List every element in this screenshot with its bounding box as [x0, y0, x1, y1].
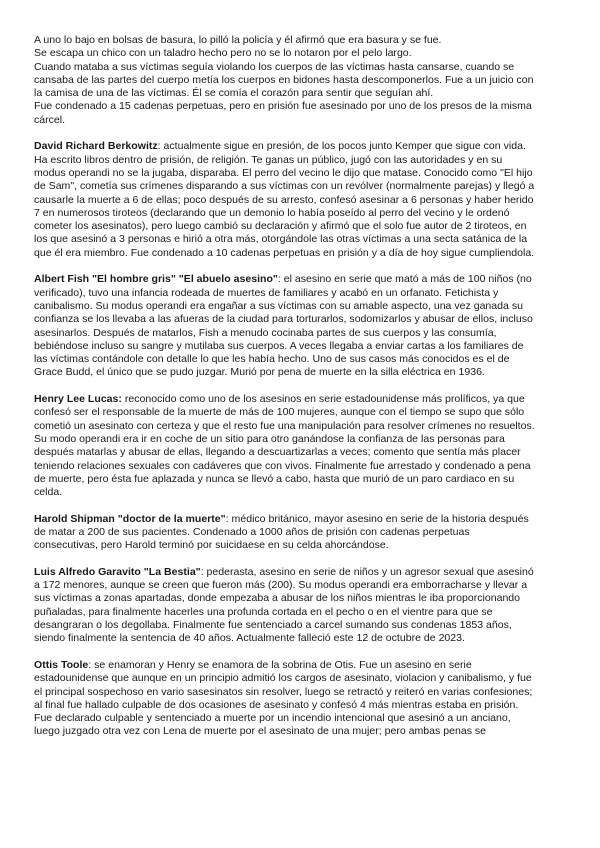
text-line: el principal sospechoso en vario sasesinatos sin resolver, luego se retractó y reiteró en varias confesiones;: [34, 685, 533, 698]
text-line: después matarlas y abusar de ellas, llegando a descuartizarlas a veces; comento que sentía más placer: [34, 446, 521, 459]
text-line: Grace Budd, el único que se pudo juzgar. Murió por pena de muerte en la silla eléctrica en 1936.: [34, 366, 485, 379]
text-line: confesó ser el responsable de la muerte de más de 100 mujeres, aunque con el tiempo se supo que sólo: [34, 406, 525, 419]
text-line: siendo finalmente la sentencia de 40 años. Actualmente falleció este 12 de octubre de 2023.: [34, 632, 465, 645]
text-line: de muerte, pero ésta fue aplazada y nunca se llevó a cabo, hasta que murió de un paro cardiaco en su: [34, 472, 515, 485]
text-line: luego juzgado otra vez con Lena de muerte por el asesinato de una mujer; pero ambas penas se: [34, 725, 487, 738]
text-line: desangraran o los degollaba. Finalmente fue sentenciado a carcel sumando sus condenas 1853 años,: [34, 619, 512, 632]
text-line: cometió un asesinato con certeza y que el resto fue una manipulación para resolver crímenes no resueltos.: [34, 419, 535, 432]
entry-henry-lee-lucas: [34, 393, 569, 499]
text-line: canibalismo. Su modus operandi era engañar a sus víctimas con su amable aspecto, una vez ganada su: [34, 299, 523, 312]
entry-luis-garavito: [34, 566, 569, 646]
text-line: verificado), tuvo una infancia rodeada de muertes de familiares y acabó en un orfanato. Fetichista y: [34, 286, 499, 299]
entry-heading: Luis Alfredo Garavito "La Bestia": [34, 565, 201, 578]
text-line: la camisa de una de las víctimas. Él se comía el corazón para sentir que seguían ahí.: [34, 87, 434, 100]
entry-heading: Harold Shipman "doctor de la muerte": [34, 512, 226, 525]
text-line: que él era miembro. Fue condenado a 10 cadenas perpetuas en prisión y a día de hoy sigue cumpliendola.: [34, 246, 535, 259]
text-line: celda.: [34, 486, 63, 499]
text-line: 7 en numerosos tiroteos (declarando que un demonio lo había poseído al perro del vecino y le ordenó: [34, 206, 510, 219]
intro-paragraph: [34, 34, 569, 127]
entry-berkowitz: [34, 140, 569, 260]
text-line: Fue declarado culpable y sentenciado a muerte por un incendio intencional que asesinó a un anciano,: [34, 712, 511, 725]
text-line: al final fue hallado culpable de dos ocasiones de asesinato y confesó 4 más mientras estaba en prisión.: [34, 698, 519, 711]
text-line: cometer los asesinatos), pero luego cambió su declaración y afirmó que el solo fue autor de 2 tiroteos, en: [34, 220, 527, 233]
text-line: las víctimas contándole con detalle lo que les había hecho. Uno de sus casos más conocidos es el de: [34, 353, 510, 366]
text-line: [34, 566, 569, 579]
text-line: Su modo operandi era ir en coche de un sitio para otro ganándose la confianza de las personas para: [34, 432, 505, 445]
text-line: puñaladas, para finalmente hacerles una profunda cortada en el pecho o en el vientre para que se: [34, 605, 493, 618]
text-line: a 172 menores, aunque se creen que fueron más (200). Su modus operandi era emborracharse y llevar a: [34, 579, 528, 592]
text-line: estadounidense que aunque en un principio admitió los cargos de asesinato, violacion y canibalismo, y fue: [34, 672, 532, 685]
text-line: causarle la muerte a 6 de ellas; poco después de su arresto, confesó asesinar a 6 personas y haber herido: [34, 193, 534, 206]
entry-text: : el asesino en serie que mató a más de 100 niños (no: [277, 273, 532, 286]
entry-text: : actualmente sigue en presión, de los pocos junto Kemper que sigue con vida.: [157, 140, 526, 153]
text-line: bebiéndose incluso su sangre y mutilaba sus cuerpos. A veces llegaba a enviar cartas a los familiares de: [34, 339, 524, 352]
text-line: [34, 393, 569, 406]
text-line: de matar a 200 de sus pacientes. Condenado a 1000 años de prisión con cadenas perpetuas: [34, 525, 470, 538]
text-line: asesinarlos. Después de matarlos, Fish a menudo cocinaba partes de sus cuerpos y las consumía,: [34, 326, 497, 339]
text-line: los que asesinó a 3 personas e hirió a otra más, otorgándole las otras víctimas a una secta satánica de la: [34, 233, 528, 246]
entry-heading: Ottis Toole: [34, 658, 89, 671]
text-line: [34, 140, 569, 153]
text-line: cansaba de las partes del cuerpo metía los cuerpos en bidones hasta descomponerlos. Fue a un juicio con: [34, 73, 534, 86]
text-line: A uno lo bajo en bolsas de basura, lo pilló la policía y él afirmó que era basura y se fue.: [34, 34, 442, 46]
entry-harold-shipman: [34, 513, 569, 553]
text-line: [34, 513, 569, 526]
entry-text: : médico británico, mayor asesino en serie de la historia después: [225, 512, 529, 525]
text-line: Ha escrito libros dentro de prisión, de religión. Te ganas un público, jugó con las autoridades y en su: [34, 153, 503, 166]
text-line: teniendo relaciones sexuales con cadáveres que con vivos. Finalmente fue arrestado y condenado a pena: [34, 459, 531, 472]
entry-text: : pederasta, asesino en serie de niños y un agresor sexual que asesinó: [200, 565, 534, 578]
text-line: confianza se los llevaba a las afueras de la ciudad para torturarlos, sodomizarlos y abusar de ellos, incluso: [34, 313, 533, 326]
text-line: [34, 273, 569, 286]
entry-heading: Henry Lee Lucas:: [34, 393, 122, 406]
text-line: consecutivas, pero Harold terminó por suicidaese en su celda ahorcándose.: [34, 539, 389, 552]
text-line: de Sam", cometía sus crímenes disparando a sus víctimas con un revólver (normalmente parejas) y llegó a: [34, 180, 535, 193]
document-page: [34, 34, 569, 752]
text-line: Cuando mataba a sus víctimas seguía violando los cuerpos de las víctimas hasta cansarse, cuando se: [34, 60, 515, 73]
text-line: Se escapa un chico con un taladro hecho pero no se lo notaron por el pelo largo.: [34, 47, 412, 60]
entry-ottis-toole: [34, 659, 569, 739]
text-line: modus operandi no se la jugaba, disparaba. El perro del vecino le dijo que matase. Conocido como "El hijo: [34, 166, 533, 179]
entry-text: : se enamoran y Henry se enamora de la sobrina de Otis. Fue un asesino en serie: [88, 658, 472, 671]
text-line: [34, 659, 569, 672]
entry-heading: Albert Fish "El hombre gris" "El abuelo asesino": [34, 273, 278, 286]
text-line: sus víctimas a zonas apartadas, donde empezaba a abusar de los niños mientras le iba proporcionando: [34, 592, 521, 605]
text-line: cárcel.: [34, 113, 66, 126]
entry-text: reconocido como uno de los asesinos en serie estadounidense más prolíficos, ya que: [121, 393, 525, 406]
text-line: Fue condenado a 15 cadenas perpetuas, pero en prisión fue asesinado por uno de los presos de la misma: [34, 100, 532, 113]
entry-albert-fish: [34, 273, 569, 379]
entry-heading: David Richard Berkowitz: [34, 140, 158, 153]
